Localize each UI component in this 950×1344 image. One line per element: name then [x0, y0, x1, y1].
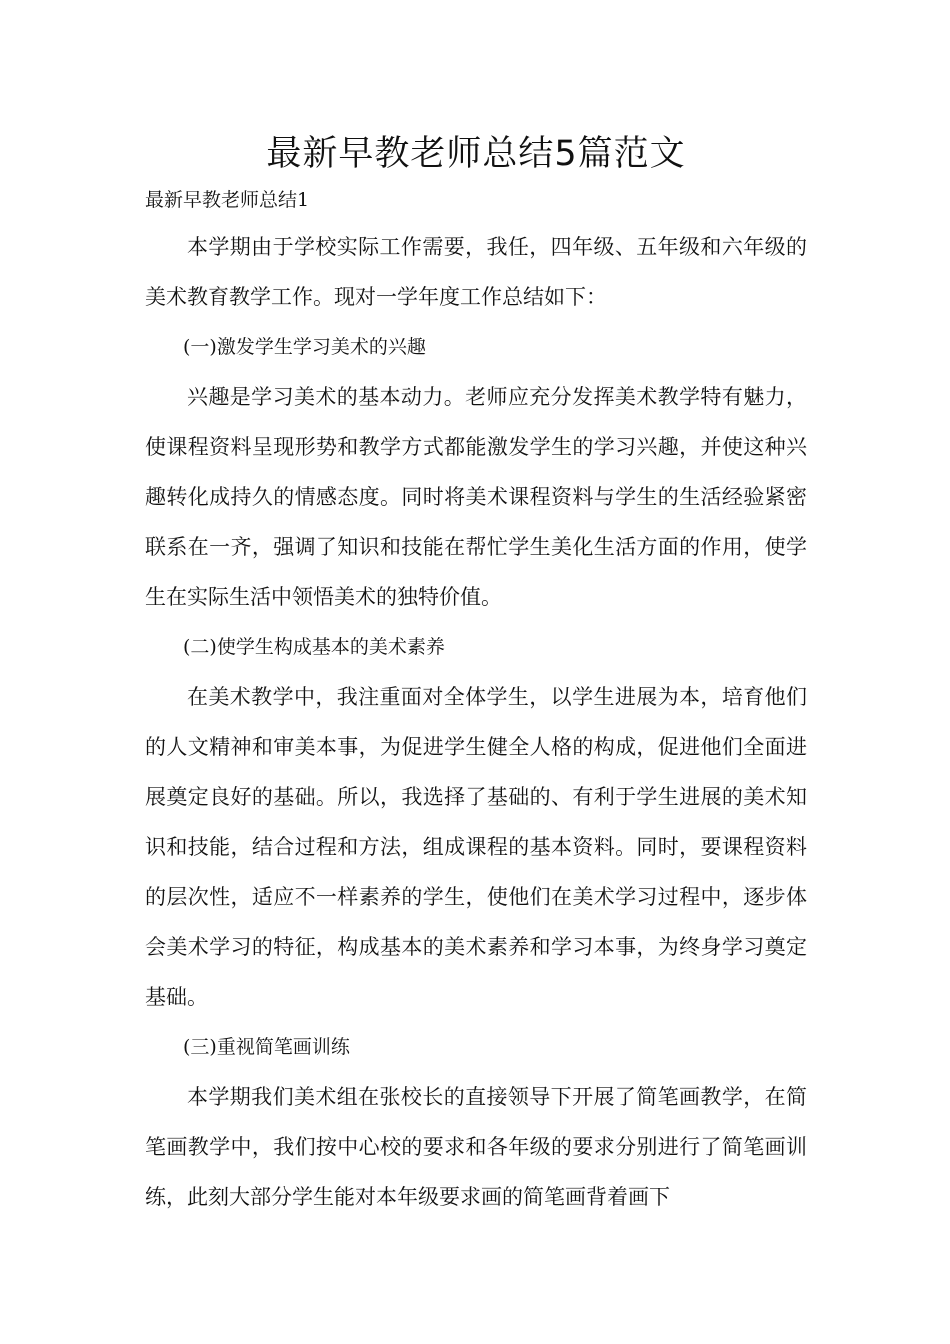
document-subtitle: 最新早教老师总结1	[145, 189, 310, 211]
document-body	[145, 222, 807, 1222]
document-title: 最新早教老师总结5篇范文	[266, 134, 686, 174]
paragraph-literacy: 在美术教学中，我注重面对全体学生，以学生进展为本，培育他们的人文精神和审美本事，为促进学生健全人格的构成，促进他们全面进展奠定良好的基础。所以，我选择了基础的、有利于学生进展的美术知识和技能，结合过程和方法，组成课程的基本资料。同时，要课程资料的层次性，适应不一样素养的学生，使他们在美术学习过程中，逐步体会美术学习的特征，构成基本的美术素养和学习本事，为终身学习奠定基础。	[145, 685, 807, 1009]
paragraph-sketch-training: 本学期我们美术组在张校长的直接领导下开展了简笔画教学，在简笔画教学中，我们按中心校的要求和各年级的要求分别进行了简笔画训练，此刻大部分学生能对本年级要求画的简笔画背着画下	[145, 1085, 807, 1209]
section-heading-3: (三)重视简笔画训练	[183, 1036, 350, 1058]
paragraph-interest: 兴趣是学习美术的基本动力。老师应充分发挥美术教学特有魅力，使课程资料呈现形势和教学方式都能激发学生的学习兴趣，并使这种兴趣转化成持久的情感态度。同时将美术课程资料与学生的生活经验紧密联系在一齐，强调了知识和技能在帮忙学生美化生活方面的作用，使学生在实际生活中领悟美术的独特价值。	[145, 385, 807, 609]
section-heading-1: (一)激发学生学习美术的兴趣	[183, 336, 426, 358]
paragraph-intro: 本学期由于学校实际工作需要，我任，四年级、五年级和六年级的美术教育教学工作。现对一学年度工作总结如下：	[145, 235, 807, 309]
section-heading-2: (二)使学生构成基本的美术素养	[183, 636, 445, 658]
